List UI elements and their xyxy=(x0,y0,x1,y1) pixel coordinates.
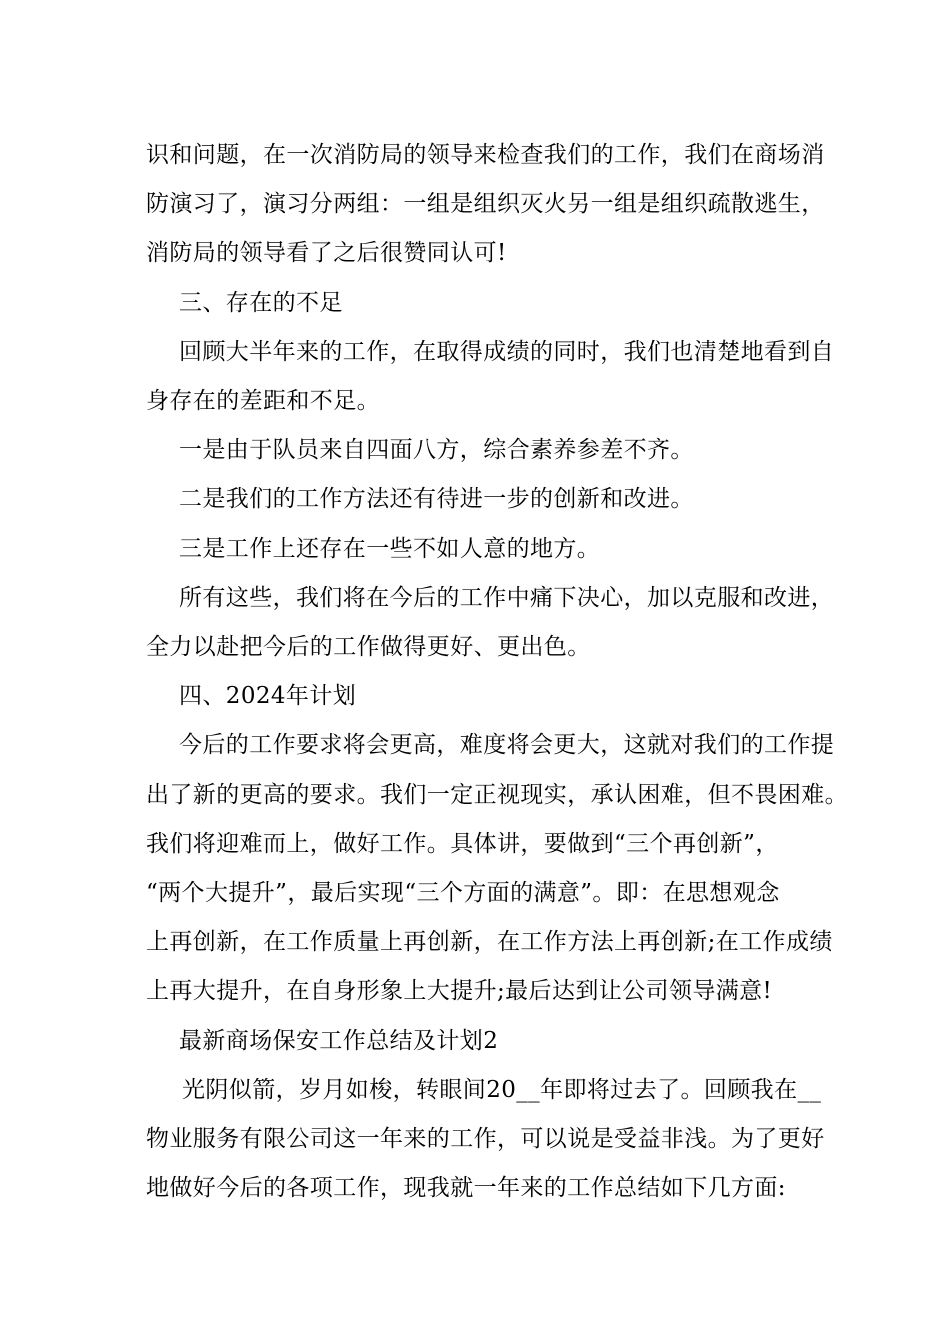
text-line: 出了新的更高的要求。我们一定正视现实，承认困难，但不畏困难。 xyxy=(146,781,848,808)
text-line: 我们将迎难而上，做好工作。具体讲，要做到“三个再创新”， xyxy=(146,830,779,857)
text-line: 上再创新，在工作质量上再创新，在工作方法上再创新;在工作成绩 xyxy=(146,929,833,956)
text-line: 三是工作上还存在一些不如人意的地方。 xyxy=(179,535,601,562)
section-title: 最新商场保安工作总结及计划2 xyxy=(179,1027,499,1054)
text-line: 身存在的差距和不足。 xyxy=(146,388,380,415)
text-line: 回顾大半年来的工作，在取得成绩的同时，我们也清楚地看到自 xyxy=(179,338,835,365)
text-line: 物业服务有限公司这一年来的工作，可以说是受益非浅。为了更好 xyxy=(146,1126,825,1153)
text-line: 今后的工作要求将会更高，难度将会更大，这就对我们的工作提 xyxy=(179,732,835,759)
text-line: 识和问题，在一次消防局的领导来检查我们的工作，我们在商场消 xyxy=(146,142,825,168)
document-body xyxy=(146,131,848,1213)
section-heading: 三、存在的不足 xyxy=(179,289,343,316)
text-line: 防演习了，演习分两组：一组是组织灭火另一组是组织疏散逃生， xyxy=(146,191,825,218)
text-line: 二是我们的工作方法还有待进一步的创新和改进。 xyxy=(179,486,694,513)
text-line: 地做好今后的各项工作，现我就一年来的工作总结如下几方面: xyxy=(146,1175,786,1202)
section-heading: 四、2024年计划 xyxy=(179,683,357,710)
text-line: 一是由于队员来自四面八方，综合素养参差不齐。 xyxy=(179,437,694,464)
text-line: 全力以赴把今后的工作做得更好、更出色。 xyxy=(146,634,591,661)
text-line: 光阴似箭，岁月如梭，转眼间20__年即将过去了。回顾我在__ xyxy=(182,1076,822,1103)
text-line: 所有这些，我们将在今后的工作中痛下决心，加以克服和改进， xyxy=(179,584,835,611)
text-line: 上再大提升，在自身形象上大提升;最后达到让公司领导满意! xyxy=(146,978,773,1005)
text-line: “两个大提升”，最后实现“三个方面的满意”。即：在思想观念 xyxy=(146,880,780,907)
text-line: 消防局的领导看了之后很赞同认可! xyxy=(146,240,507,267)
